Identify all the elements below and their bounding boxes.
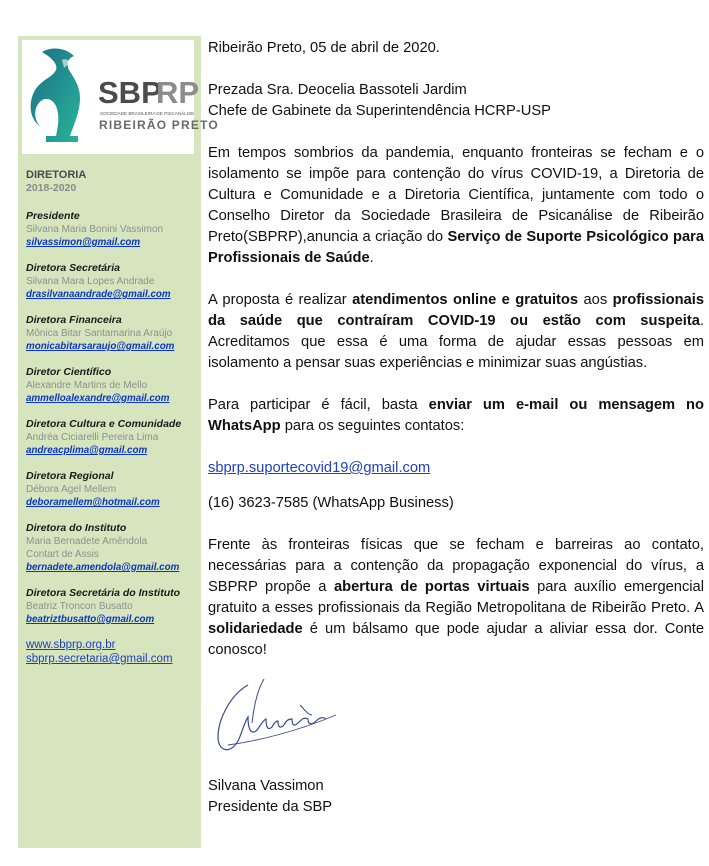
member-role: Presidente: [26, 210, 80, 222]
signer-title: Presidente da SBP: [208, 799, 333, 815]
member-name: Silvana Maria Bonini Vassimon: [26, 224, 164, 235]
member-name: Mônica Bitar Santamarina Araújo: [26, 328, 173, 339]
member-name: Andréa Ciciarelli Pereira Lima: [26, 432, 159, 443]
member-name: Maria Bernadete Amêndola: [26, 536, 148, 547]
secretary-email-link[interactable]: sbprp.secretaria@gmail.com: [26, 653, 173, 665]
paragraph-how-to-participate: Para participar é fácil, basta enviar um e-mail ou mensagem no WhatsApp para os seguintes contatos:: [208, 397, 704, 434]
board-member: [26, 209, 198, 249]
contact-email-link[interactable]: sbprp.suportecovid19@gmail.com: [208, 460, 431, 476]
member-role: Diretora Secretária: [26, 262, 120, 274]
board-member: [26, 521, 198, 574]
svg-text:RP: RP: [156, 75, 200, 110]
svg-text:SOCIEDADE BRASILEIRA DE PSICAN: SOCIEDADE BRASILEIRA DE PSICANÁLISE: [100, 111, 195, 116]
member-email-link[interactable]: drasilvanaandrade@gmail.com: [26, 289, 171, 300]
member-email-link[interactable]: silvassimon@gmail.com: [26, 237, 141, 248]
date-line: Ribeirão Preto, 05 de abril de 2020.: [208, 40, 440, 56]
sbprp-logo: [22, 40, 219, 154]
paragraph-announcement: Em tempos sombrios da pandemia, enquanto fronteiras se fecham e o isolamento se impõe para contenção do vírus COVID-19, a Diretoria de Cultura e Comunidade e a Diretoria Científica, juntamente com todo o Conselho Diretor da Sociedade Brasileira de Psicanálise de Ribeirão Preto(SBPRP),anuncia a criação do Serviço de Suporte Psicológico para Profissionais de Saúde.: [208, 145, 704, 266]
member-role: Diretora Financeira: [26, 314, 122, 326]
recipient-name: Prezada Sra. Deocelia Bassoteli Jardim: [208, 82, 467, 98]
member-role: Diretor Científico: [26, 366, 112, 378]
board-member: [26, 313, 198, 353]
member-role: Diretora Regional: [26, 470, 114, 482]
board-member: [26, 586, 198, 626]
svg-text:SBP: SBP: [98, 75, 162, 110]
board-member: [26, 261, 198, 301]
member-email-link[interactable]: beatriztbusatto@gmail.com: [26, 614, 155, 625]
board-member: [26, 469, 198, 509]
board-member: [26, 417, 198, 457]
sphinx-logo-icon: [22, 40, 219, 154]
member-email-link[interactable]: ammelloalexandre@gmail.com: [26, 393, 170, 404]
member-name: Débora Agel Mellem: [26, 484, 117, 495]
member-email-link[interactable]: andreacplima@gmail.com: [26, 445, 148, 456]
paragraph-closing: Frente às fronteiras físicas que se fecham e barreiras ao contato, necessárias para a contenção da propagação exponencial do vírus, a SBPRP propõe a abertura de portas virtuais para auxílio emergencial gratuito a esses profissionais da Região Metropolitana de Ribeirão Preto. A solidariedade é um bálsamo que pode ajudar a aliviar essa dor. Conte conosco!: [208, 537, 704, 658]
board-directory: [26, 168, 198, 666]
member-email-link[interactable]: deboramellem@hotmail.com: [26, 497, 160, 508]
member-role: Diretora Cultura e Comunidade: [26, 418, 182, 430]
member-name: Contart de Assis: [26, 549, 99, 560]
member-name: Silvana Mara Lopes Andrade: [26, 276, 155, 287]
member-name: Alexandre Martins de Mello: [26, 380, 148, 391]
member-name: Beatriz Troncon Busatto: [26, 601, 133, 612]
member-email-link[interactable]: bernadete.amendola@gmail.com: [26, 562, 180, 573]
letter-body: [208, 38, 704, 661]
board-years: 2018-2020: [26, 182, 77, 194]
member-role: Diretora Secretária do Instituto: [26, 587, 181, 599]
member-email-link[interactable]: monicabitarsaraujo@gmail.com: [26, 341, 175, 352]
paragraph-proposal: A proposta é realizar atendimentos online e gratuitos aos profissionais da saúde que contraíram COVID-19 ou estão com suspeita. Acreditamos que essa é uma forma de ajudar essas pessoas em isolamento a pensar suas experiências e minimizar suas angústias.: [208, 292, 704, 371]
handwritten-signature: [208, 675, 348, 770]
contact-phone: (16) 3623-7585 (WhatsApp Business): [208, 495, 454, 511]
member-role: Diretora do Instituto: [26, 522, 127, 534]
signer-block: [208, 776, 332, 818]
board-member: [26, 365, 198, 405]
sidebar-panel: [18, 36, 219, 848]
recipient-title: Chefe de Gabinete da Superintendência HCRP-USP: [208, 103, 551, 119]
board-members-list: [26, 209, 198, 626]
signer-name: Silvana Vassimon: [208, 778, 324, 794]
svg-text:RIBEIRÃO PRETO: RIBEIRÃO PRETO: [99, 118, 219, 132]
website-link[interactable]: www.sbprp.org.br: [26, 639, 116, 651]
board-title: DIRETORIA: [26, 169, 87, 181]
